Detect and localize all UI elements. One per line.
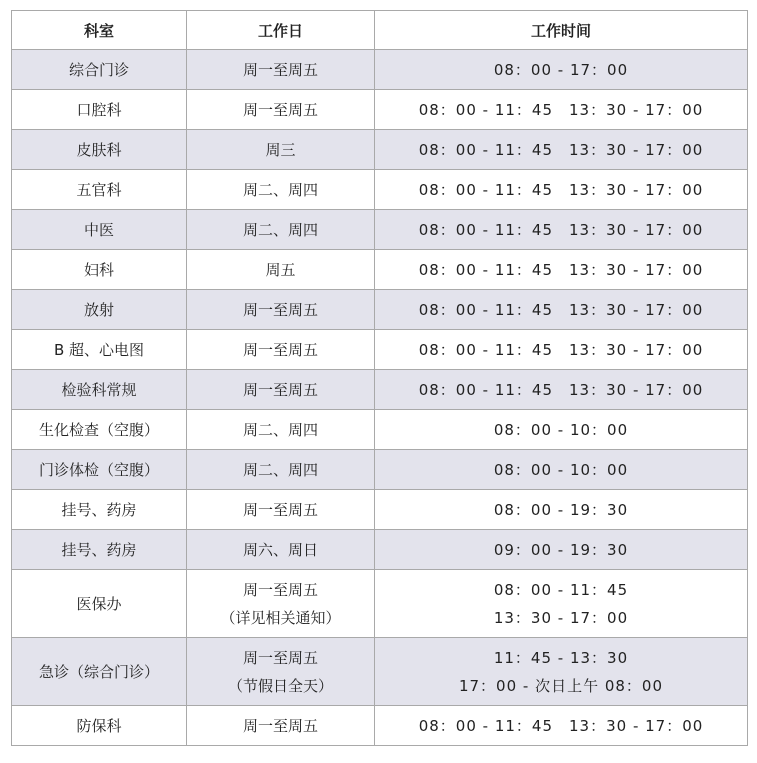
- table-row: [12, 410, 748, 450]
- department-cell: 皮肤科: [12, 130, 187, 170]
- workdays-cell: [187, 130, 375, 170]
- work-hours-cell: [375, 370, 748, 410]
- department-cell: 急诊（综合门诊）: [12, 638, 187, 706]
- work-hours-text: 08：00 - 11：45 13：30 - 17：00: [418, 260, 704, 279]
- work-hours-text: 08：00 - 11：45: [493, 580, 629, 599]
- table-row: [12, 250, 748, 290]
- work-hours-text: 08：00 - 10：00: [493, 460, 629, 479]
- work-hours-text: 08：00 - 11：45 13：30 - 17：00: [418, 300, 704, 319]
- workdays-cell: [187, 530, 375, 570]
- work-hours-cell: [375, 250, 748, 290]
- workdays-cell: [187, 706, 375, 746]
- work-hours-text: 08：00 - 19：30: [493, 500, 629, 519]
- header-workdays: 工作日: [187, 11, 375, 50]
- table-row: [12, 570, 748, 638]
- department-cell: 五官科: [12, 170, 187, 210]
- table-row: [12, 50, 748, 90]
- workdays-text: 周一至周五: [242, 60, 318, 79]
- table-row: [12, 370, 748, 410]
- table-row: [12, 638, 748, 706]
- work-hours-cell: [375, 290, 748, 330]
- workdays-text: 周一至周五: [242, 100, 318, 119]
- workdays-text: 周一至周五: [242, 648, 318, 667]
- table-row: [12, 330, 748, 370]
- workdays-text: 周一至周五: [242, 580, 318, 599]
- workdays-text: 周二、周四: [242, 180, 318, 199]
- department-cell: B 超、心电图: [12, 330, 187, 370]
- workdays-text: 周一至周五: [242, 380, 318, 399]
- work-hours-cell: [375, 210, 748, 250]
- work-hours-cell: [375, 570, 748, 638]
- department-cell: 检验科常规: [12, 370, 187, 410]
- table-row: [12, 290, 748, 330]
- work-hours-text: 17：00 - 次日上午 08：00: [458, 676, 664, 695]
- department-cell: 综合门诊: [12, 50, 187, 90]
- workdays-text: 周三: [265, 140, 296, 159]
- table-row: [12, 450, 748, 490]
- workdays-cell: [187, 250, 375, 290]
- work-hours-cell: [375, 410, 748, 450]
- department-cell: 生化检查（空腹）: [12, 410, 187, 450]
- workdays-cell: [187, 570, 375, 638]
- workdays-text: 周一至周五: [242, 300, 318, 319]
- workdays-cell: [187, 450, 375, 490]
- department-cell: 医保办: [12, 570, 187, 638]
- work-hours-cell: [375, 450, 748, 490]
- work-hours-cell: [375, 530, 748, 570]
- workdays-text: 周二、周四: [242, 220, 318, 239]
- work-hours-text: 08：00 - 17：00: [493, 60, 629, 79]
- work-hours-cell: [375, 330, 748, 370]
- workdays-text: （详见相关通知）: [220, 608, 341, 627]
- work-hours-text: 08：00 - 11：45 13：30 - 17：00: [418, 340, 704, 359]
- table-row: [12, 490, 748, 530]
- table-row: [12, 210, 748, 250]
- department-cell: 门诊体检（空腹）: [12, 450, 187, 490]
- work-hours-cell: [375, 170, 748, 210]
- work-hours-text: 11：45 - 13：30: [493, 648, 629, 667]
- work-hours-text: 13：30 - 17：00: [493, 608, 629, 627]
- workdays-cell: [187, 170, 375, 210]
- workdays-text: 周二、周四: [242, 420, 318, 439]
- header-work-hours: 工作时间: [375, 11, 748, 50]
- workdays-cell: [187, 370, 375, 410]
- workdays-text: 周一至周五: [242, 340, 318, 359]
- workdays-text: 周二、周四: [242, 460, 318, 479]
- workdays-cell: [187, 490, 375, 530]
- table-row: [12, 170, 748, 210]
- header-row: [12, 11, 748, 50]
- workdays-text: 周六、周日: [242, 540, 318, 559]
- work-hours-cell: [375, 490, 748, 530]
- work-hours-cell: [375, 50, 748, 90]
- work-hours-cell: [375, 130, 748, 170]
- workdays-text: 周五: [265, 260, 296, 279]
- work-hours-text: 09：00 - 19：30: [493, 540, 629, 559]
- workdays-cell: [187, 330, 375, 370]
- workdays-cell: [187, 210, 375, 250]
- workdays-text: （节假日全天）: [227, 676, 333, 695]
- workdays-cell: [187, 290, 375, 330]
- schedule-table: [11, 10, 748, 746]
- workdays-text: 周一至周五: [242, 716, 318, 735]
- department-cell: 放射: [12, 290, 187, 330]
- department-cell: 防保科: [12, 706, 187, 746]
- department-cell: 口腔科: [12, 90, 187, 130]
- table-row: [12, 130, 748, 170]
- workdays-text: 周一至周五: [242, 500, 318, 519]
- work-hours-text: 08：00 - 11：45 13：30 - 17：00: [418, 180, 704, 199]
- table-row: [12, 706, 748, 746]
- work-hours-cell: [375, 90, 748, 130]
- department-cell: 挂号、药房: [12, 490, 187, 530]
- department-cell: 妇科: [12, 250, 187, 290]
- department-cell: 中医: [12, 210, 187, 250]
- department-cell: 挂号、药房: [12, 530, 187, 570]
- work-hours-cell: [375, 706, 748, 746]
- table-row: [12, 90, 748, 130]
- workdays-cell: [187, 90, 375, 130]
- workdays-cell: [187, 638, 375, 706]
- work-hours-text: 08：00 - 11：45 13：30 - 17：00: [418, 100, 704, 119]
- workdays-cell: [187, 50, 375, 90]
- table-row: [12, 530, 748, 570]
- work-hours-cell: [375, 638, 748, 706]
- work-hours-text: 08：00 - 11：45 13：30 - 17：00: [418, 140, 704, 159]
- workdays-cell: [187, 410, 375, 450]
- work-hours-text: 08：00 - 10：00: [493, 420, 629, 439]
- work-hours-text: 08：00 - 11：45 13：30 - 17：00: [418, 380, 704, 399]
- work-hours-text: 08：00 - 11：45 13：30 - 17：00: [418, 220, 704, 239]
- header-department: 科室: [12, 11, 187, 50]
- work-hours-text: 08：00 - 11：45 13：30 - 17：00: [418, 716, 704, 735]
